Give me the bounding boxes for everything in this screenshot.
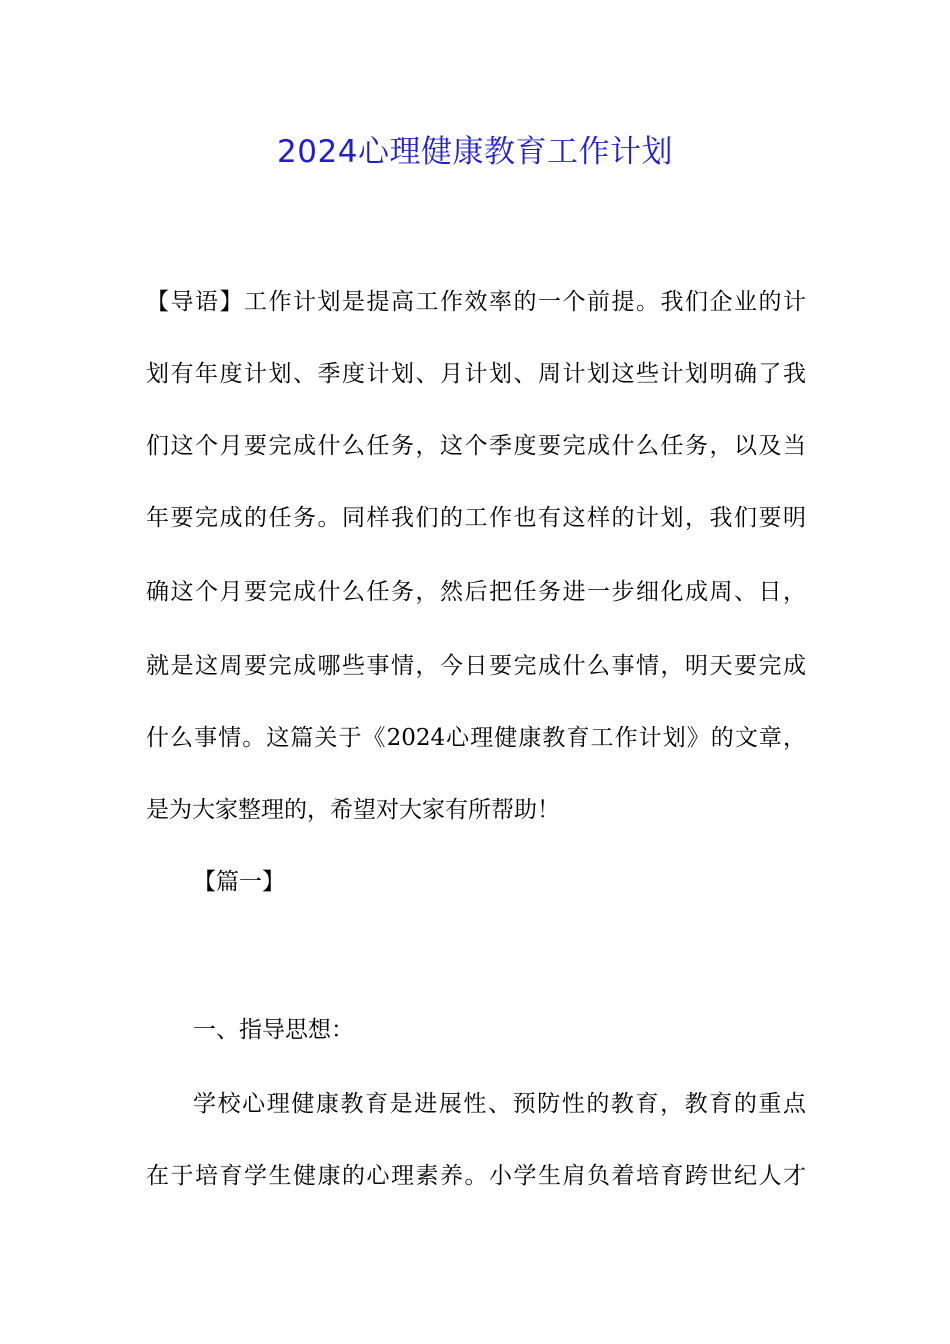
intro-line-4: 年要完成的任务。同样我们的工作也有这样的计划，我们要明 (146, 505, 806, 531)
intro-line-6: 就是这周要完成哪些事情，今日要完成什么事情，明天要完成 (146, 653, 806, 679)
document-title: 2024心理健康教育工作计划 (277, 134, 673, 170)
body-line-1: 学校心理健康教育是进展性、预防性的教育，教育的重点 (193, 1091, 806, 1117)
intro-line-3: 们这个月要完成什么任务，这个季度要完成什么任务，以及当 (146, 433, 806, 459)
intro-line-1: 【导语】工作计划是提高工作效率的一个前提。我们企业的计 (146, 289, 806, 315)
section-heading: 一、指导思想： (193, 1017, 354, 1043)
section-marker: 【篇一】 (193, 869, 285, 895)
intro-line-2: 划有年度计划、季度计划、月计划、周计划这些计划明确了我 (146, 361, 806, 387)
intro-line-5: 确这个月要完成什么任务，然后把任务进一步细化成周、日， (146, 579, 806, 605)
body-line-2: 在于培育学生健康的心理素养。小学生肩负着培育跨世纪人才 (146, 1163, 806, 1189)
intro-line-8: 是为大家整理的，希望对大家有所帮助！ (146, 797, 560, 823)
intro-line-7: 什么事情。这篇关于《2024心理健康教育工作计划》的文章， (146, 725, 806, 751)
